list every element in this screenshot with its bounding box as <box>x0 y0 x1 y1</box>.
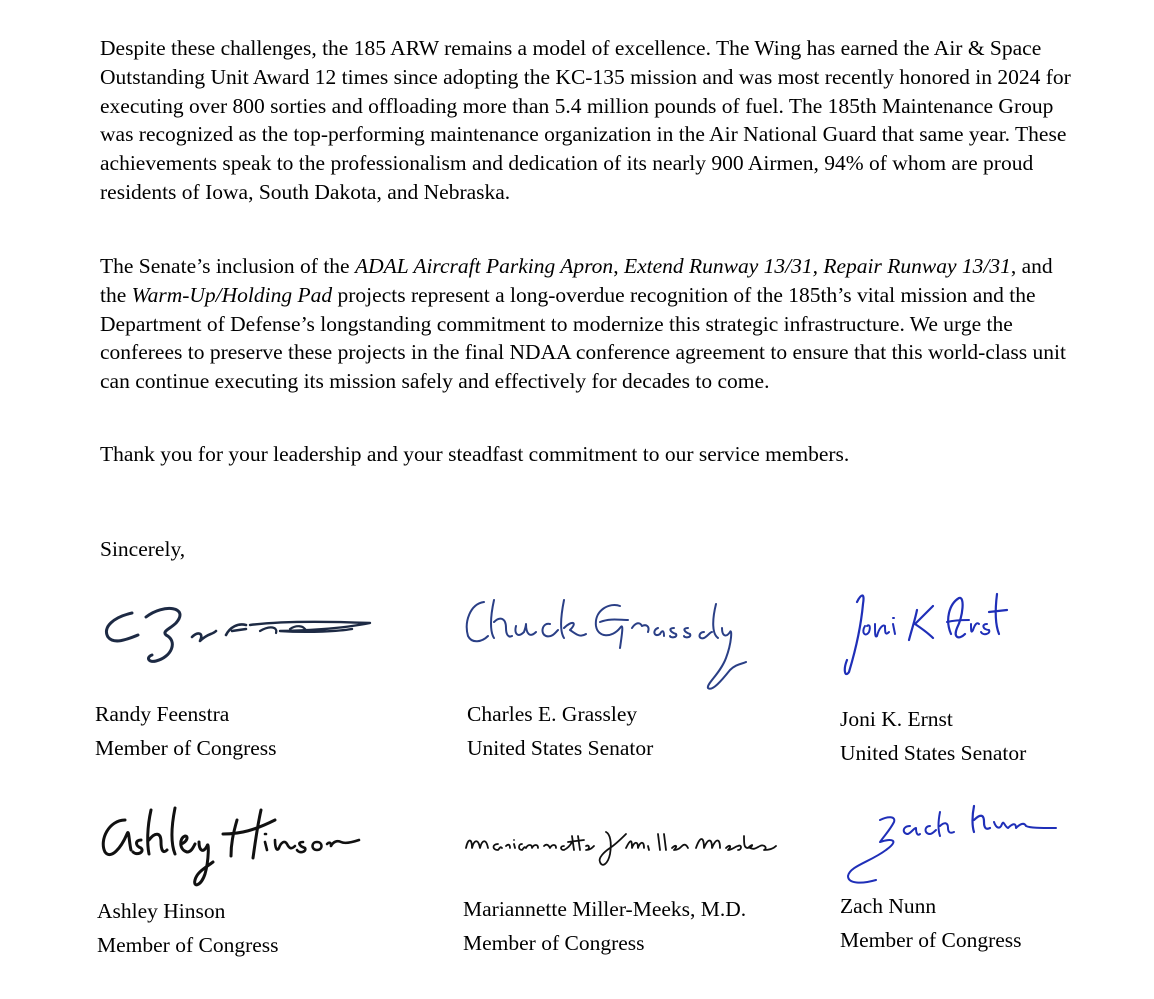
signatory-hinson <box>97 894 279 962</box>
p2-project-apron: ADAL Aircraft Parking Apron <box>354 254 614 278</box>
closing-salutation: Sincerely, <box>100 537 186 561</box>
signatory-title: Member of Congress <box>97 933 279 957</box>
signatory-nunn <box>840 889 1022 957</box>
paragraph-excellence: Despite these challenges, the 185 ARW remains a model of excellence. The Wing has earned the Air & Space Outstanding Unit Award 12 times since adopting the KC-135 mission and was most recently honored in 2024 for executing over 800 sorties and offloading more than 5.4 million pounds of fuel. The 185th Maintenance Group was recognized as the top-performing maintenance organization in the Air National Guard that same year. These achievements speak to the professionalism and dedication of its nearly 900 Airmen, 94% of whom are proud residents of Iowa, South Dakota, and Nebraska. <box>100 36 1071 204</box>
signatory-title: Member of Congress <box>463 931 645 955</box>
signatory-name: Joni K. Ernst <box>840 707 953 731</box>
signatory-name: Zach Nunn <box>840 894 937 918</box>
signature-nunn <box>840 800 1065 885</box>
signature-feenstra <box>100 595 390 675</box>
p2-project-pad: Warm-Up/Holding Pad <box>131 282 333 307</box>
signatory-name: Charles E. Grassley <box>467 702 638 726</box>
paragraph-senate-projects <box>100 252 1075 396</box>
p2-text-2: , <box>613 254 624 278</box>
signatory-feenstra <box>95 697 277 765</box>
p2-project-runway: Extend Runway 13/31, Repair Runway 13/31 <box>623 254 1011 278</box>
p2-text-4: projects represent a long-overdue recognition of the 185th’s vital mission and the Department of Defense’s longstanding commitment to modernize this strategic infrastructure. We urge the conferees to preserve these projects in the final NDAA conference agreement to ensure that this world-class unit can continue executing its mission safely and effectively for decades to come. <box>100 282 1066 394</box>
signature-miller-meeks <box>460 818 780 878</box>
signature-ernst <box>835 580 1010 680</box>
signatory-name: Randy Feenstra <box>95 702 230 726</box>
signatory-name: Ashley Hinson <box>97 899 226 923</box>
signatory-title: Member of Congress <box>95 736 277 760</box>
paragraph-thanks: Thank you for your leadership and your steadfast commitment to our service members. <box>100 442 850 466</box>
signatory-title: United States Senator <box>467 736 654 760</box>
signature-grassley <box>460 592 760 697</box>
signatory-miller-meeks <box>463 892 746 960</box>
signatory-title: Member of Congress <box>840 928 1022 952</box>
p2-text-3: , and the <box>100 254 1053 307</box>
signatory-ernst <box>840 702 1026 770</box>
signatory-title: United States Senator <box>840 741 1027 765</box>
p2-text-1: The Senate’s inclusion of the <box>100 254 355 278</box>
signatory-grassley <box>467 697 653 765</box>
signatory-name: Mariannette Miller-Meeks, M.D. <box>463 897 747 921</box>
signature-hinson <box>95 798 365 893</box>
